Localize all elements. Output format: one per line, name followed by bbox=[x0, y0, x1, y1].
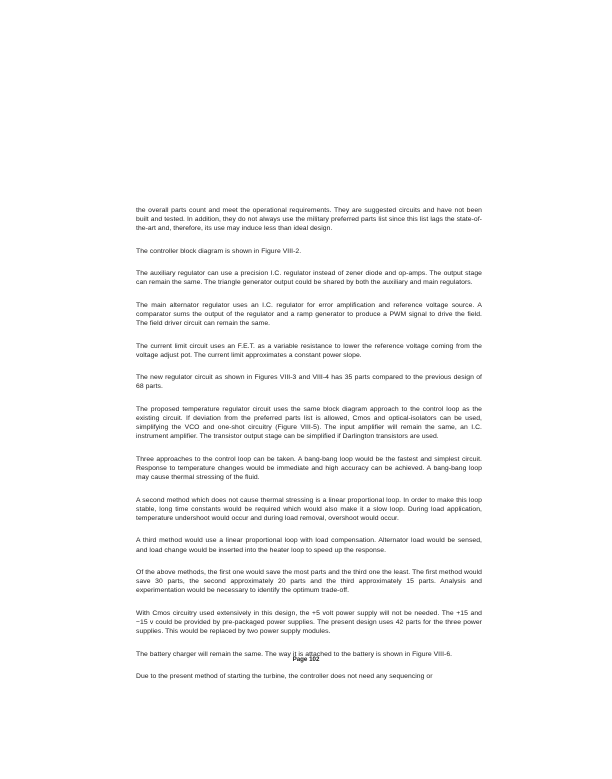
paragraph: Three approaches to the control loop can be taken. A bang-bang loop would be the fastest and simplest circuit. Response to temperature changes would be immediate and high accuracy can be achieved. A bang-bang loop may cause thermal stressing of the fluid. bbox=[136, 455, 482, 482]
paragraph: A second method which does not cause thermal stressing is a linear proportional loop. In order to make this loop stable, long time constants would be required which would also make it a slow loop. During load application, temperature undershoot would occur and during load removal, overshoot would occur. bbox=[136, 496, 482, 522]
paragraph: The current limit circuit uses an F.E.T. as a variable resistance to lower the reference voltage coming from the voltage adjust pot. The current limit approximates a constant power slope. bbox=[136, 342, 482, 359]
page-number: Page 102 bbox=[292, 656, 320, 663]
body-text bbox=[136, 206, 482, 681]
paragraph: The controller block diagram is shown in Figure VIII-2. bbox=[136, 247, 302, 255]
paragraph: Due to the present method of starting the turbine, the controller does not need any sequencing or bbox=[136, 672, 433, 680]
paragraph: The new regulator circuit as shown in Figures VIII-3 and VIII-4 has 35 parts compared to the previous design of 68 parts. bbox=[136, 374, 482, 391]
paragraph: The proposed temperature regulator circuit uses the same block diagram approach to the control loop as the existing circuit. If deviation from the preferred parts list is allowed, Cmos and optical-isolators can be used, simplifying the VCO and one-shot circuitry (Figure VIII-5). The input amplifier will remain the same, an I.C. instrument amplifier. The transistor output stage can be simplified if Darlington transistors are used. bbox=[136, 405, 482, 441]
paragraph: The battery charger will remain the same. The way it is attached to the battery is shown in Figure VIII-6. bbox=[136, 650, 453, 658]
paragraph: A third method would use a linear proportional loop with load compensation. Alternator load would be sensed, and load change would be inserted into the heater loop to speed up the response. bbox=[136, 537, 482, 554]
paragraph: The auxiliary regulator can use a precision I.C. regulator instead of zener diode and op-amps. The output stage can remain the same. The triangle generator output could be shared by both the auxiliary and main regulators. bbox=[136, 270, 482, 287]
paragraph: The main alternator regulator uses an I.C. regulator for error amplification and reference voltage source. A comparator sums the output of the regulator and a ramp generator to produce a PWM signal to drive the field. The field driver circuit can remain the same. bbox=[136, 301, 482, 328]
paragraph: Of the above methods, the first one would save the most parts and the third one the least. The first method would save 30 parts, the second approximately 20 parts and the third approximately 15 parts. Analysis and experimentation would be necessary to identify the optimum trade-off. bbox=[136, 568, 482, 595]
paragraph: With Cmos circuitry used extensively in this design, the +5 volt power supply will not be needed. The +15 and −15 v could be provided by pre-packaged power supplies. The present design uses 42 parts for the three power supplies. This would be replaced by two power supply modules. bbox=[136, 609, 482, 636]
paragraph: the overall parts count and meet the operational requirements. They are suggested circuits and have not been built and tested. In addition, they do not always use the military preferred parts list since this list lags the state-of-the-art and, therefore, its use may induce less than ideal design. bbox=[136, 207, 482, 233]
